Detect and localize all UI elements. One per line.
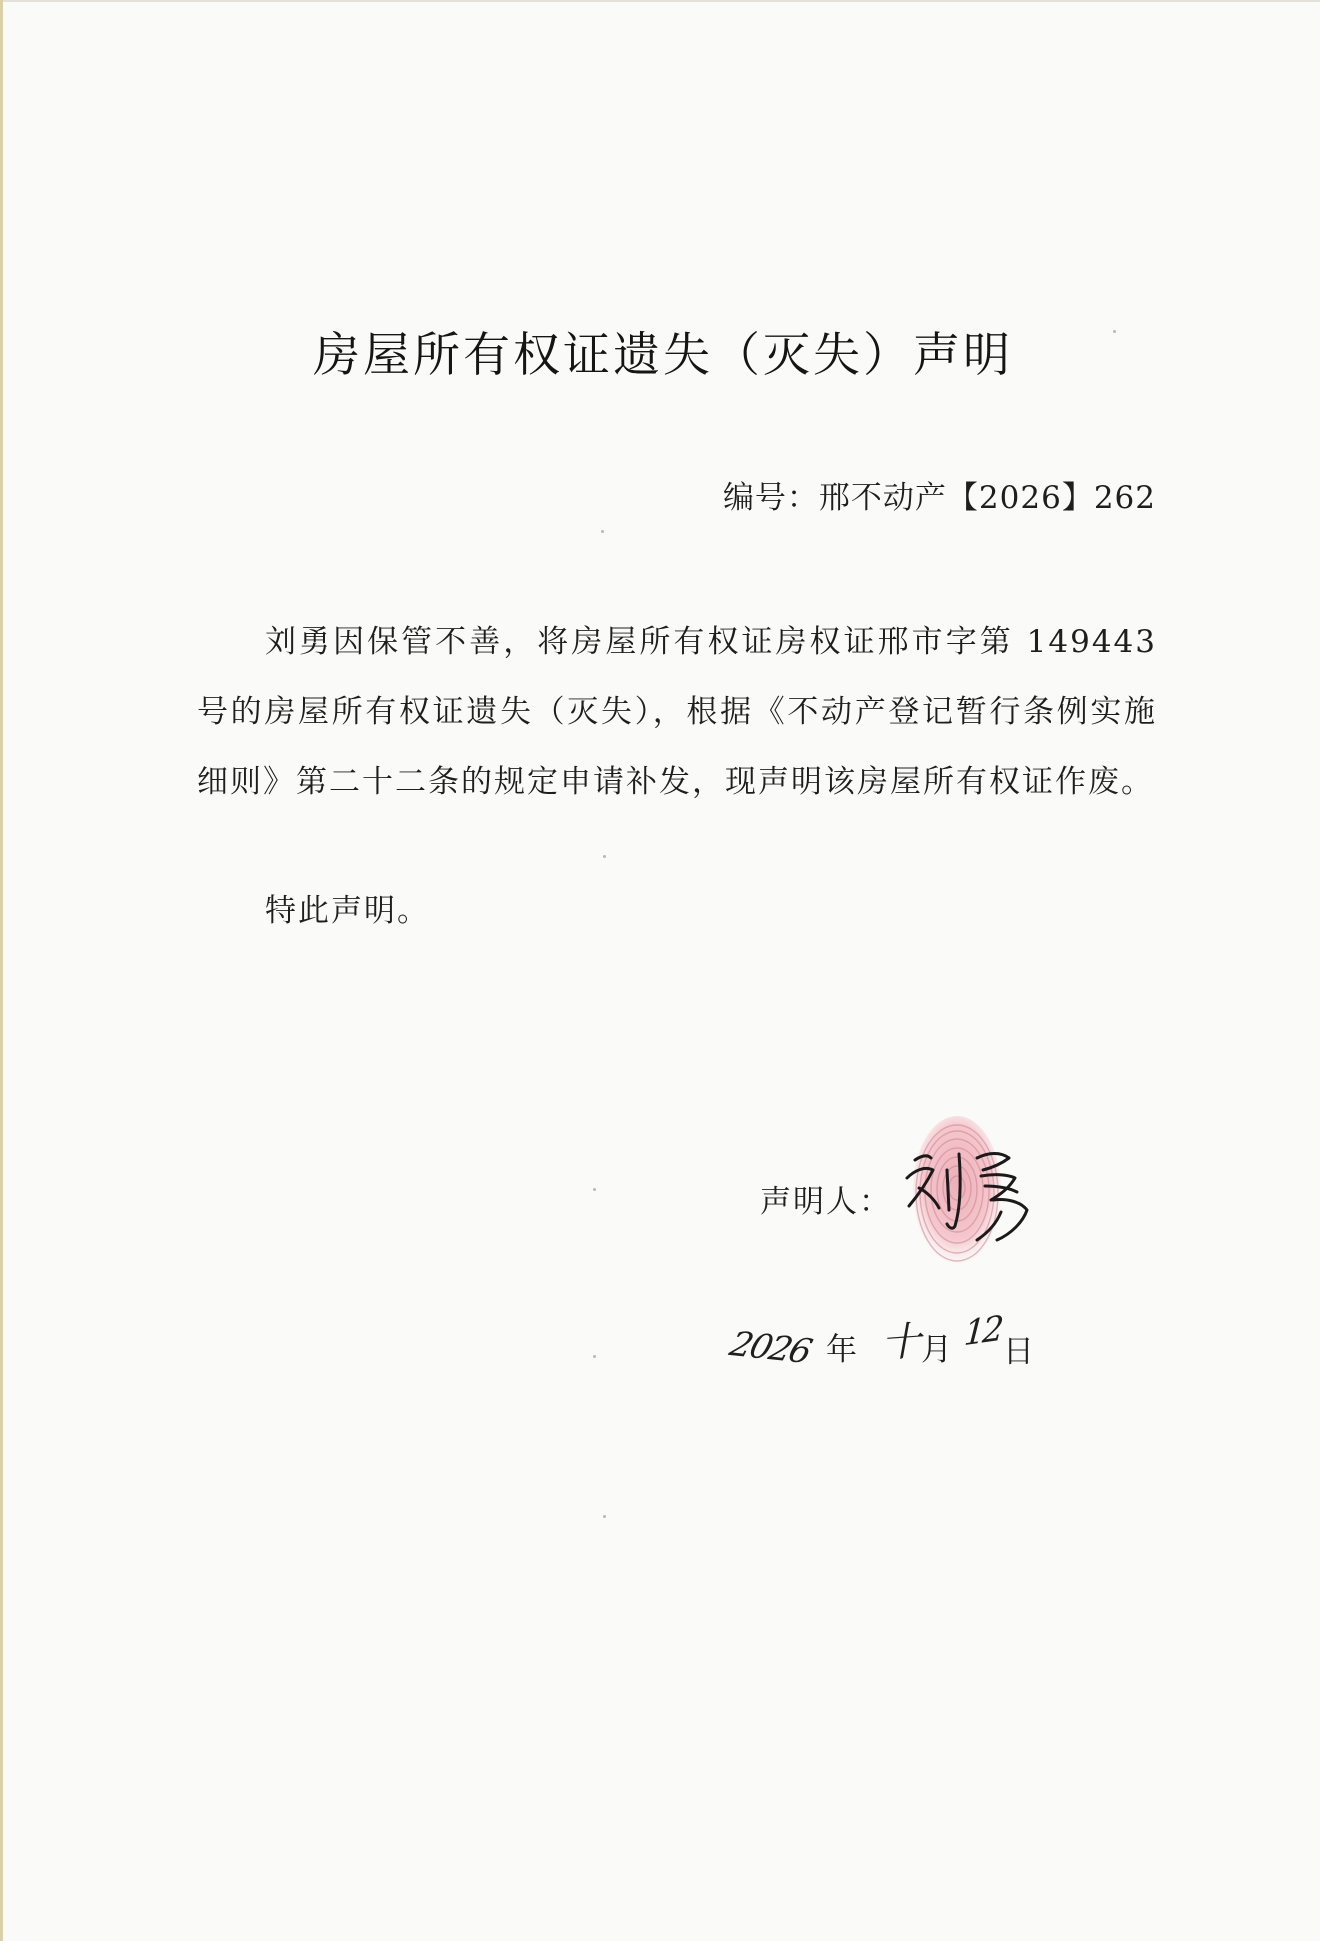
page-top-edge xyxy=(3,0,1320,2)
scan-speck xyxy=(593,1188,596,1191)
handwritten-signature xyxy=(897,1130,1047,1260)
scan-speck xyxy=(601,530,604,533)
date-month-unit: 月 xyxy=(921,1332,952,1368)
signer-label: 声明人： xyxy=(760,1184,892,1220)
scan-speck xyxy=(603,855,606,858)
scan-speck xyxy=(1113,330,1116,333)
document-title: 房屋所有权证遗失（灭失）声明 xyxy=(313,328,1013,383)
date-day-unit: 日 xyxy=(1003,1334,1034,1370)
date-year-handwritten: 2026 xyxy=(725,1324,815,1372)
closing-statement: 特此声明。 xyxy=(265,893,430,929)
scan-speck xyxy=(603,1515,606,1518)
date-month-handwritten: 十 xyxy=(879,1318,923,1367)
scan-speck xyxy=(593,1355,596,1358)
date-year-unit: 年 xyxy=(826,1332,857,1368)
declaration-date xyxy=(725,1306,1061,1386)
document-number: 编号：邢不动产【2026】262 xyxy=(722,480,1156,516)
declaration-body: 刘勇因保管不善，将房屋所有权证房权证邢市字第 149443 号的房屋所有权证遗失（灭失），根据《不动产登记暂行条例实施细则》第二十二条的规定申请补发，现声明该房屋所有权证作废。 xyxy=(197,624,1157,800)
date-day-handwritten: 12 xyxy=(962,1308,1003,1355)
